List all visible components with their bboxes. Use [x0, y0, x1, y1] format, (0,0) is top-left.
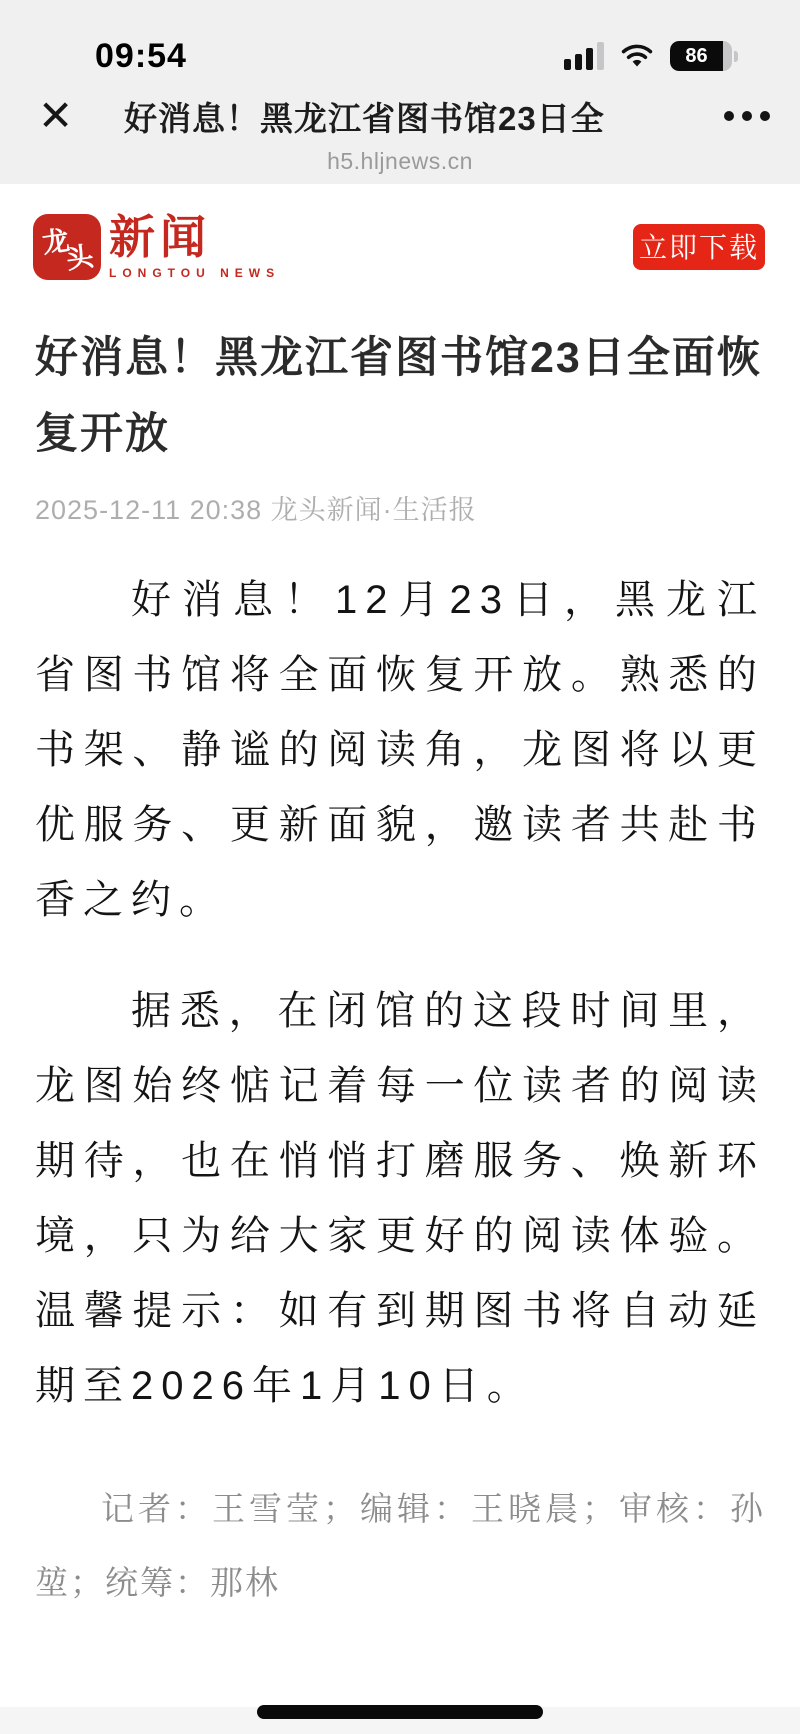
logo-wordmark	[109, 211, 281, 280]
status-bar	[0, 0, 800, 82]
browser-page-title	[124, 93, 710, 140]
logo-en-text: LONGTOU NEWS	[109, 266, 281, 280]
article-meta: 2025-12-11 20:38 龙头新闻·生活报	[35, 495, 477, 525]
download-app-button[interactable]: 立即下载	[633, 224, 765, 270]
battery-percent: 86	[670, 41, 723, 71]
battery-icon	[670, 41, 738, 71]
article-credits: 记者：王雪莹；编辑：王晓晨；审核：孙堃；统筹：那林	[35, 1490, 765, 1601]
seal-char-top: 龙	[40, 225, 72, 259]
article-title: 好消息！黑龙江省图书馆23日全面恢复开放	[35, 334, 762, 458]
wifi-icon	[620, 43, 654, 69]
browser-page-title-text: 好消息！黑龙江省图书馆23日全	[124, 99, 605, 137]
browser-url: h5.hljnews.cn	[327, 148, 473, 174]
browser-chrome	[0, 0, 800, 184]
seal-char-bottom: 头	[64, 241, 96, 275]
bottom-strip	[0, 1707, 800, 1734]
longtou-news-logo[interactable]	[35, 211, 281, 280]
clock: 09:54	[95, 36, 187, 75]
browser-nav-bar	[0, 82, 800, 146]
article-paragraph: 好消息！12月23日，黑龙江省图书馆将全面恢复开放。熟悉的书架、静谧的阅读角，龙图将以更优服务、更新面貌，邀读者共赴书香之约。	[35, 578, 765, 922]
logo-seal-icon	[35, 216, 99, 278]
site-header	[35, 211, 765, 280]
home-indicator[interactable]	[257, 1705, 543, 1719]
article-paragraph: 据悉，在闭馆的这段时间里，龙图始终惦记着每一位读者的阅读期待，也在悄悄打磨服务、焕新环境，只为给大家更好的阅读体验。温馨提示：如有到期图书将自动延期至2026年1月10日。	[35, 989, 765, 1408]
more-options-icon[interactable]	[724, 111, 770, 121]
logo-cn-text: 新闻	[109, 211, 211, 263]
title-fade-overlay	[640, 93, 710, 140]
cellular-signal-icon	[564, 42, 604, 70]
article-page	[0, 211, 800, 1620]
close-icon[interactable]: ✕	[38, 92, 74, 139]
status-icons	[564, 41, 738, 71]
